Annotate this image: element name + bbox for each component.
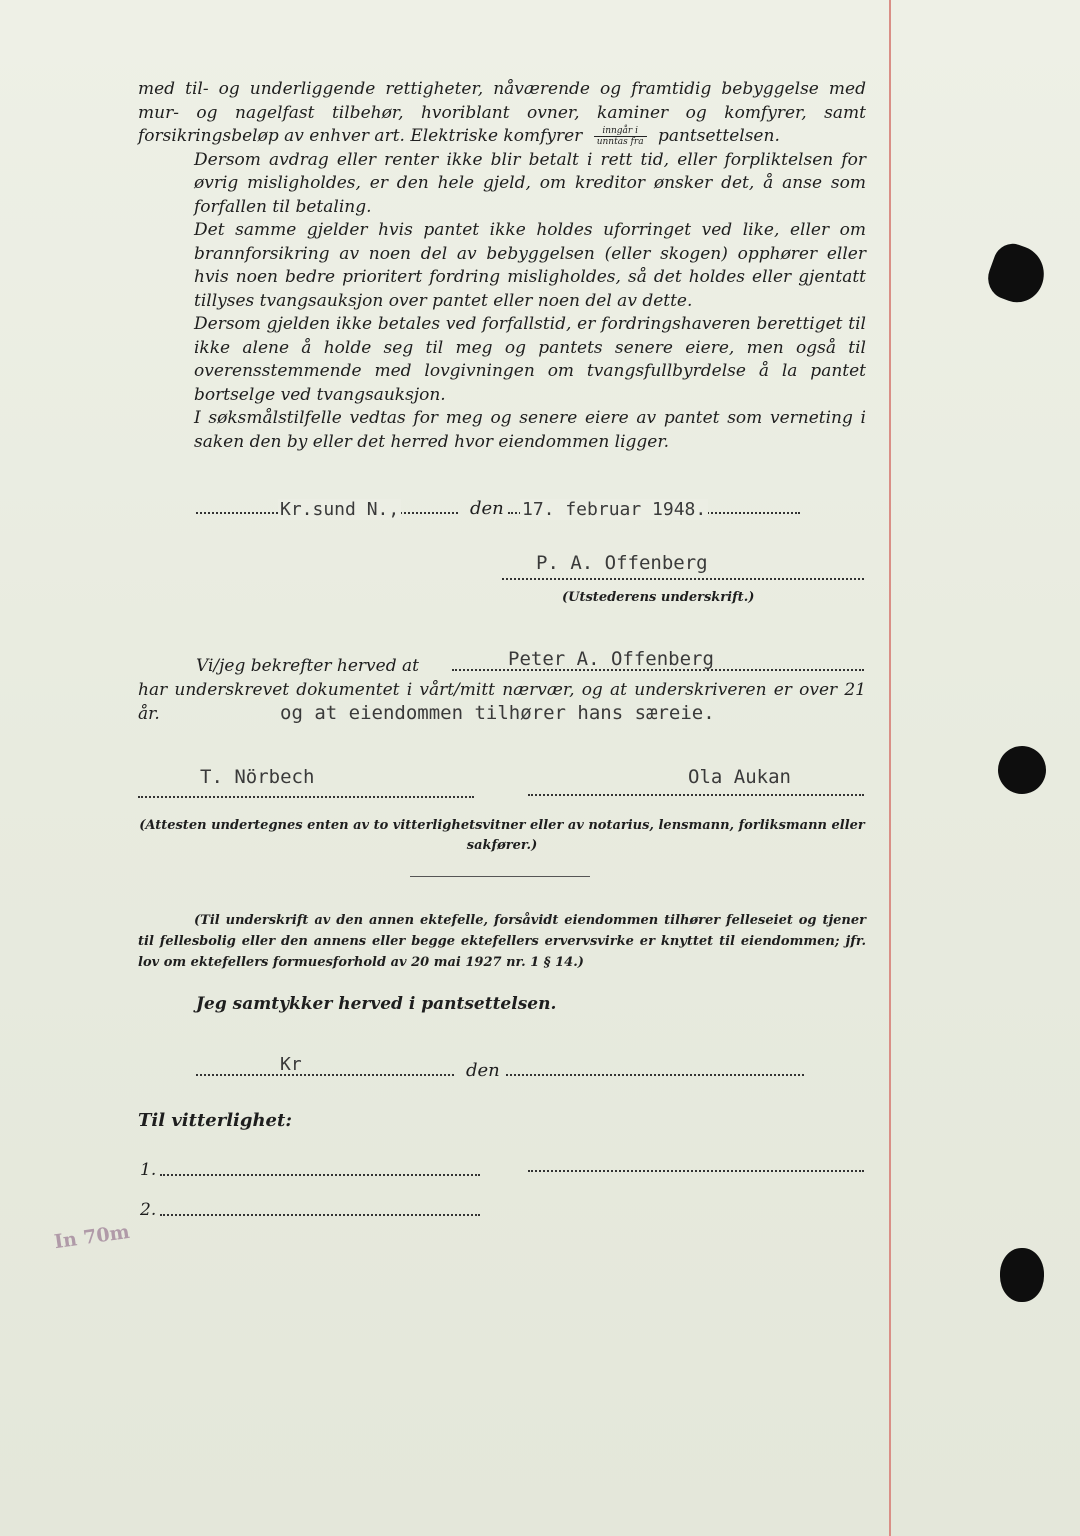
paragraph-1: med til- og underliggende rettigheter, nåværende og framtidig bebyggelse med mur- og nagelfast tilbehør, hvoriblant ovner, kaminer og komfyrer, samt forsikringsbeløp av enhver art. Elektriske komfyrer — [138, 79, 866, 146]
paragraph-5: I søksmålstilfelle vedtas for meg og senere eiere av pantet som verneting i saken den by eller det herred hvor eiendommen ligger. — [194, 408, 866, 452]
punch-hole-middle — [998, 746, 1046, 794]
witness-2-signature: Ola Aukan — [688, 766, 791, 788]
spouse-place-dotline — [196, 1074, 454, 1076]
punch-hole-bottom — [1000, 1248, 1044, 1302]
witness-line-1-left — [160, 1174, 480, 1176]
fraction-bottom: unntas fra — [596, 137, 644, 147]
issuer-dotline — [502, 578, 864, 580]
signing-den-label: den — [470, 498, 504, 519]
signing-place: Kr.sund N., — [280, 499, 400, 520]
registration-stamp: In 70m — [52, 1220, 132, 1254]
paragraph-3: Det samme gjelder hvis pantet ikke holdes uforringet ved like, eller om brannforsikring av noen del av bebyggelsen (eller skogen) opphører eller hvis noen bedre prioritert fordring misligholdes, så det holdes eller gjentatt tillyses tvangsauksjon over pantet eller noen del av dette. — [194, 220, 866, 311]
fraction-choice — [594, 126, 647, 147]
witness-label: Til vitterlighet: — [138, 1110, 292, 1131]
margin-rule — [889, 0, 891, 1536]
paragraph-2: Dersom avdrag eller renter ikke blir betalt i rett tid, eller forpliktelsen for øvrig misligholdes, er den hele gjeld, om kreditor ønsker det, å anse som forfallen til betaling. — [194, 149, 866, 217]
witness-line-2-label: 2. — [140, 1200, 157, 1220]
witness-line-1-label: 1. — [140, 1160, 157, 1180]
issuer-caption: (Utstederens underskrift.) — [562, 590, 755, 605]
attestation-addition: og at eiendommen tilhører hans særeie. — [280, 702, 715, 724]
witness-2-dotline — [528, 794, 864, 796]
attestation-prefix: Vi/jeg bekrefter herved at — [196, 656, 419, 676]
witness-1-signature: T. Nörbech — [200, 766, 315, 788]
issuer-signature: P. A. Offenberg — [536, 552, 708, 574]
fraction-top: inngår i — [594, 126, 647, 137]
witness-1-dotline — [138, 796, 474, 798]
attestation-text: har underskrevet dokumentet i vårt/mitt nærvær, og at underskriveren er over 21 år. — [138, 680, 866, 724]
attestation-note: (Attesten undertegnes enten av to vitterlighetsvitner eller av notarius, lensmann, forliksmann eller sakfører.) — [139, 818, 865, 853]
paragraph-1-end: pantsettelsen. — [657, 126, 780, 146]
spouse-consent: Jeg samtykker herved i pantsettelsen. — [196, 994, 557, 1014]
body-text — [138, 78, 866, 454]
spouse-note: (Til underskrift av den annen ektefelle, forsåvidt eiendommen tilhører felleseiet og tjener til fellesbolig eller den annens eller begge ektefellers ervervsvirke er knyttet til eiendommen; jfr. lov om ektefellers formuesforhold av 20 mai 1927 nr. 1 § 14.) — [138, 913, 866, 970]
attestation-name: Peter A. Offenberg — [508, 648, 714, 670]
separator-line — [410, 876, 590, 877]
witness-line-1-right — [528, 1170, 864, 1172]
signing-date: 17. februar 1948. — [522, 499, 707, 520]
spouse-date-dotline — [506, 1074, 804, 1076]
spouse-den-label: den — [466, 1060, 500, 1081]
witness-line-2-left — [160, 1214, 480, 1216]
paragraph-4: Dersom gjelden ikke betales ved forfallstid, er fordringshaveren berettiget til ikke alene å holde seg til meg og pantets senere eiere, men også til overensstemmende med lovgivningen om tvangsfullbyrdelse å la pantet bortselge ved tvangsauksjon. — [194, 314, 866, 405]
punch-hole-top — [982, 238, 1052, 309]
spouse-place: Kr — [280, 1054, 302, 1075]
